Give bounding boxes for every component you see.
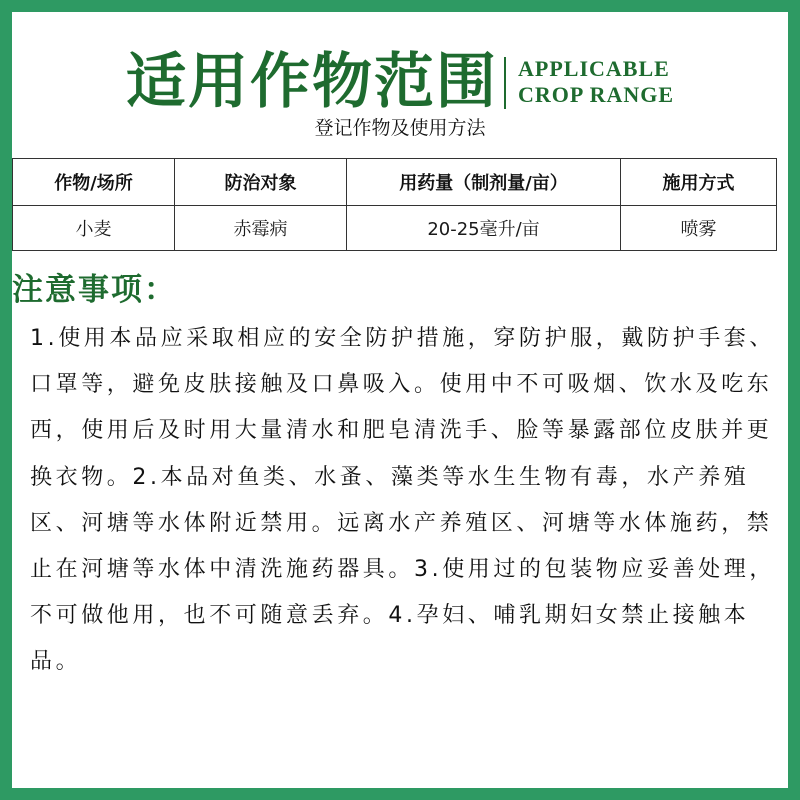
cell-crop: 小麦 — [13, 206, 175, 251]
content-panel — [12, 12, 788, 788]
cell-target: 赤霉病 — [175, 206, 347, 251]
header — [12, 12, 788, 152]
header-method: 施用方式 — [621, 159, 777, 206]
notes-title: 注意事项： — [12, 272, 177, 308]
title-divider — [504, 57, 506, 109]
header-target: 防治对象 — [175, 159, 347, 206]
subtitle: 登记作物及使用方法 — [314, 117, 486, 139]
cell-dosage: 20-25毫升/亩 — [347, 206, 621, 251]
header-dosage: 用药量（制剂量/亩） — [347, 159, 621, 206]
registration-table — [12, 158, 777, 251]
header-crop: 作物/场所 — [13, 159, 175, 206]
table-header-row — [13, 159, 777, 206]
notes-body: 1.使用本品应采取相应的安全防护措施，穿防护服，戴防护手套、口罩等，避免皮肤接触及口鼻吸入。使用中不可吸烟、饮水及吃东西，使用后及时用大量清水和肥皂清洗手、脸等暴露部位皮肤并更换衣物。2.本品对鱼类、水蚤、藻类等水生生物有毒，水产养殖区、河塘等水体附近禁用。远离水产养殖区、河塘等水体施药，禁止在河塘等水体中清洗施药器具。3.使用过的包装物应妥善处理，不可做他用，也不可随意丢弃。4.孕妇、哺乳期妇女禁止接触本品。 — [30, 326, 775, 675]
table-row — [13, 206, 777, 251]
english-title — [518, 56, 674, 108]
english-title-line-2: CROP RANGE — [518, 82, 675, 107]
english-title-line-1: APPLICABLE — [518, 56, 670, 81]
page-title: 适用作物范围 — [126, 47, 498, 117]
cell-method: 喷雾 — [621, 206, 777, 251]
